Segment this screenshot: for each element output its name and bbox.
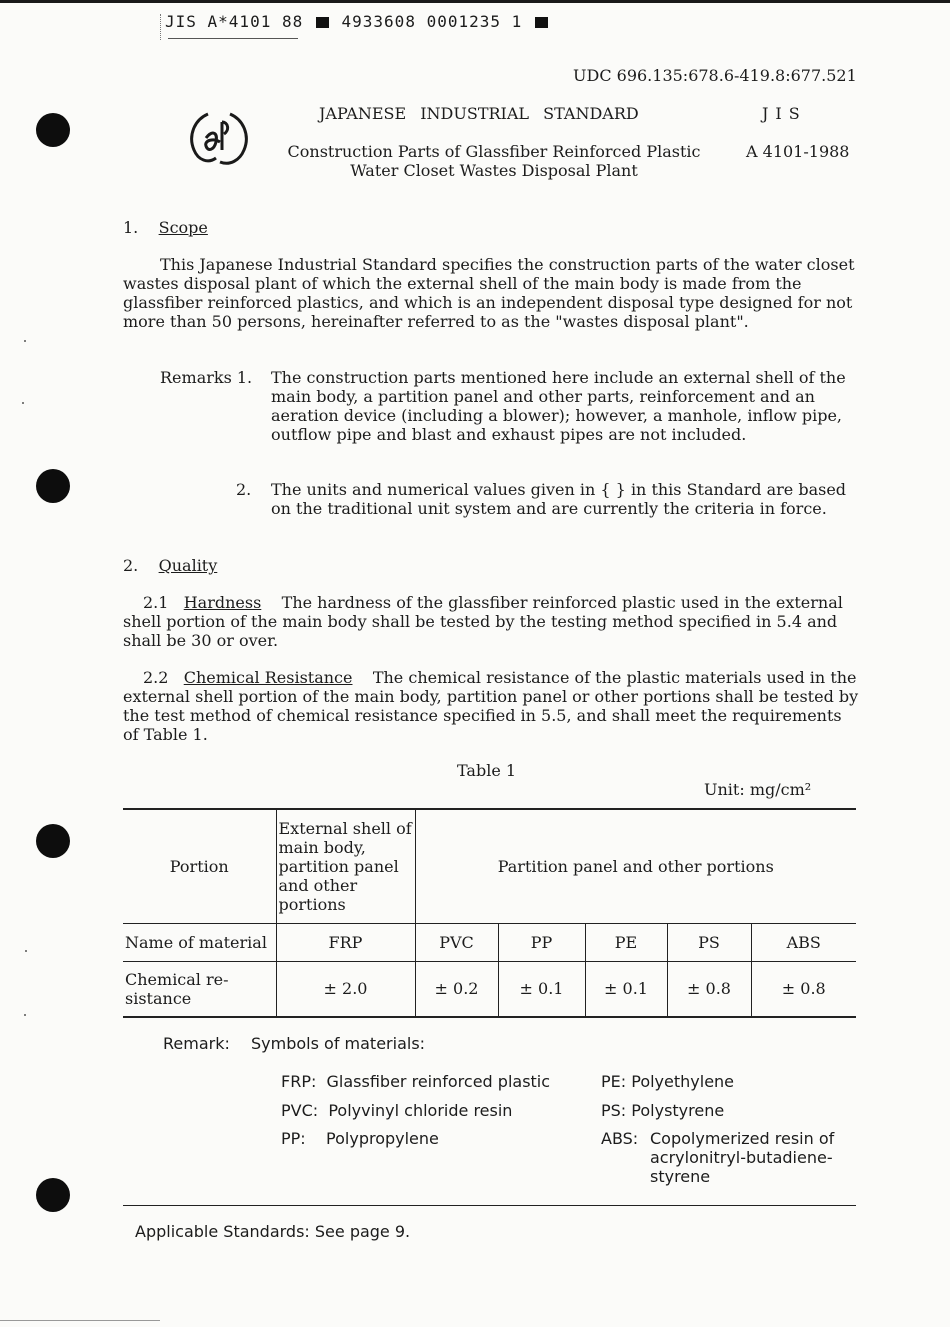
table-caption: Table 1 <box>457 761 517 780</box>
remark-2-number: 2. <box>236 480 252 499</box>
scan-speck <box>24 340 26 342</box>
standard-title <box>264 142 724 180</box>
remark-1-text: The construction parts mentioned here include an external shell of the main body, a partition panel and other parts, reinforcement and an aeration device (including a blower); however, a manhole, inflow pipe, outflow pipe and blast and exhaust pipes are not included. <box>271 368 846 444</box>
material-cell: FRP <box>276 923 415 961</box>
standard-title-line-1: Construction Parts of Glassfiber Reinforced Plastic <box>287 142 701 161</box>
jis-mark: JIS <box>762 104 807 123</box>
value-cell: ± 0.2 <box>415 961 498 1017</box>
symbol-abs-label: ABS: <box>601 1129 639 1148</box>
table-row <box>123 961 856 1017</box>
punch-hole <box>36 824 70 858</box>
portion-header: Portion <box>123 809 276 923</box>
material-cell: PS <box>667 923 751 961</box>
value-cell: ± 0.8 <box>751 961 856 1017</box>
clause-title: Hardness <box>183 593 262 612</box>
standard-type-heading: JAPANESE INDUSTRIAL STANDARD <box>319 104 639 123</box>
clause-2-1 <box>123 593 861 650</box>
clause-number: 2.2 <box>143 668 169 687</box>
section-title: Quality <box>158 556 218 575</box>
applicable-standards: Applicable Standards: See page 9. <box>135 1222 411 1241</box>
code-prefix: JIS A*4101 88 <box>165 12 304 31</box>
clause-text: The chemical resistance of the plastic materials used in the external shell portion of the main body, partition panel or other portions shall be tested by the test method of chemical resistance specified in 5.5, and shall meet the requirements of Table 1. <box>123 668 859 744</box>
black-block-mark <box>535 17 548 28</box>
document-code-header <box>165 12 550 31</box>
section-1-heading <box>123 218 208 237</box>
section-number: 2. <box>123 556 139 575</box>
remark-2-text: The units and numerical values given in { } in this Standard are based on the traditional unit system and are currently the criteria in force. <box>271 480 847 518</box>
header-underline <box>168 38 298 39</box>
symbol-pvc: PVC: Polyvinyl chloride resin <box>281 1101 513 1120</box>
material-cell: PVC <box>415 923 498 961</box>
code-mid: 4933608 0001235 1 <box>341 12 523 31</box>
material-cell: PE <box>585 923 667 961</box>
punch-hole <box>36 113 70 147</box>
clause-text: The hardness of the glassfiber reinforced plastic used in the external shell portion of the main body shall be tested by the testing method specified in 5.4 and shall be 30 or over. <box>123 593 843 650</box>
value-cell: ± 0.1 <box>585 961 667 1017</box>
material-cell: ABS <box>751 923 856 961</box>
value-cell: ± 2.0 <box>276 961 415 1017</box>
standard-title-line-2: Water Closet Wastes Disposal Plant <box>350 161 638 180</box>
table-header-row <box>123 809 856 923</box>
clause-title: Chemical Resistance <box>183 668 353 687</box>
scan-speck <box>22 402 24 404</box>
symbol-abs-text: Copolymerized resin of acrylonitryl-butadiene-styrene <box>650 1129 835 1186</box>
page-edge-line <box>0 1320 160 1321</box>
value-cell: ± 0.1 <box>498 961 585 1017</box>
section-number: 1. <box>123 218 139 237</box>
jis-logo-icon <box>186 108 252 170</box>
footer-rule <box>123 1205 856 1206</box>
header-separator <box>160 14 161 40</box>
partition-header: Partition panel and other portions <box>415 809 856 923</box>
scan-speck <box>24 1014 26 1016</box>
udc-code: UDC 696.135:678.6-419.8:677.521 <box>573 66 857 85</box>
black-block-mark <box>316 17 329 28</box>
remark-label: Remark: <box>163 1034 230 1053</box>
symbol-ps: PS: Polystyrene <box>601 1101 725 1120</box>
scope-paragraph: This Japanese Industrial Standard specifies the construction parts of the water closet wastes disposal plant of which the external shell of the main body is made from the glassfiber reinforced plastics, and which is an independent disposal type designed for not more than 50 persons, hereinafter referred to as the "wastes disposal plant". <box>123 255 855 331</box>
symbol-pp: PP: Polypropylene <box>281 1129 439 1148</box>
table-row <box>123 923 856 961</box>
external-shell-header: External shell of main body, partition panel and other portions <box>276 809 415 923</box>
clause-2-2 <box>123 668 861 744</box>
remark-intro: Symbols of materials: <box>251 1034 426 1053</box>
material-cell: PP <box>498 923 585 961</box>
clause-number: 2.1 <box>143 593 169 612</box>
table-unit: Unit: mg/cm² <box>704 780 812 799</box>
scan-speck <box>25 950 27 952</box>
remarks-label: Remarks 1. <box>160 368 253 387</box>
symbol-frp: FRP: Glassfiber reinforced plastic <box>281 1072 551 1091</box>
symbol-pe: PE: Polyethylene <box>601 1072 735 1091</box>
table-1 <box>123 808 856 1018</box>
section-2-heading <box>123 556 217 575</box>
material-row-label: Name of material <box>123 923 276 961</box>
punch-hole <box>36 1178 70 1212</box>
standard-number: A 4101-1988 <box>746 142 850 161</box>
chemical-resistance-label: Chemical re-sistance <box>123 961 276 1017</box>
punch-hole <box>36 469 70 503</box>
top-edge-line <box>0 0 950 3</box>
value-cell: ± 0.8 <box>667 961 751 1017</box>
section-title: Scope <box>158 218 208 237</box>
